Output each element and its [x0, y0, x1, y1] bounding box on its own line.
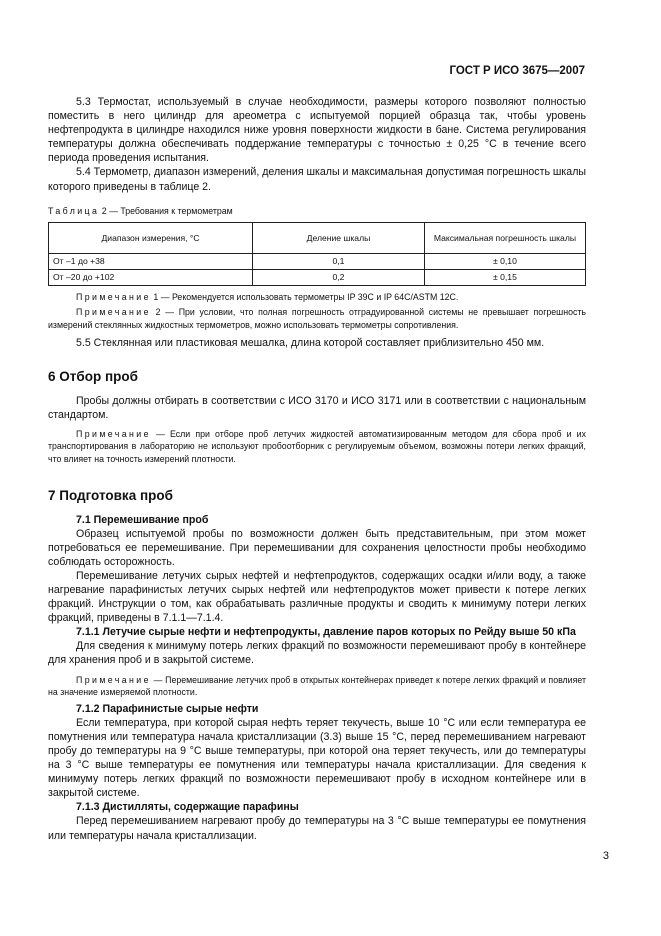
standard-header: ГОСТ Р ИСО 3675—2007 — [449, 65, 585, 77]
table-cell: ± 0,10 — [424, 253, 585, 269]
section-6-paragraph: Пробы должны отбирать в соответствии с ИСО 3170 и ИСО 3171 или в соответствии с национальным стандартом. — [48, 394, 586, 421]
subsection-7-1-1-heading: 7.1.1 Летучие сырые нефти и нефтепродукты, давление паров которых по Рейду выше 50 кПа — [76, 626, 576, 639]
note-label: Примечание — [76, 307, 151, 318]
table-header-cell: Диапазон измерения, °С — [49, 222, 253, 253]
table-row — [49, 269, 586, 285]
table-header-row — [49, 222, 586, 253]
table-caption-label: Таблица — [48, 205, 100, 216]
note-text: 1 — Рекомендуется использовать термометры IP 39C и IP 64C/ASTM 12C. — [153, 291, 459, 302]
page-number: 3 — [602, 850, 609, 862]
table-caption — [48, 206, 586, 216]
section-7-heading: 7 Подготовка проб — [48, 487, 173, 503]
note-text: — Если при отборе проб летучих жидкостей автоматизированным методом для сбора проб и их транспортирования в лабораторию не используют пробоотборник с регулируемым объемом, возможны потери легких фракций, что влияет на точность измерений плотности. — [48, 428, 586, 464]
subsection-7-1-1-paragraph: Для сведения к минимуму потерь легких фракций по возможности перемешивают пробу в контейнере для хранения проб и в закрытой системе. — [48, 640, 586, 667]
note-4 — [48, 674, 586, 699]
table-row — [49, 253, 586, 269]
table-cell: От –1 до +38 — [49, 253, 253, 269]
table-header-cell: Деление шкалы — [253, 222, 425, 253]
note-2 — [48, 306, 586, 331]
subsection-7-1-paragraph-2: Перемешивание летучих сырых нефтей и нефтепродуктов, содержащих осадки и/или воду, а также нагревание парафинистых летучих сырых нефтей или нефтепродуктов может привести к потере легких фракций. Инструкции о том, как обрабатывать различные продукты и сводить к минимуму потери легких фракций, приведены в 7.1.1—7.1.4. — [48, 569, 586, 625]
note-text: — Перемешивание летучих проб в открытых контейнерах приведет к потере легких фракций и повлияет на значение измеряемой плотности. — [48, 674, 586, 698]
subsection-7-1-2-heading: 7.1.2 Парафинистые сырые нефти — [76, 702, 259, 715]
note-3 — [48, 428, 586, 466]
page-content — [48, 95, 586, 843]
subsection-7-1-3-heading: 7.1.3 Дистилляты, содержащие парафины — [76, 801, 299, 814]
subsection-7-1-2-paragraph: Если температура, при которой сырая нефть теряет текучесть, выше 10 °С или если температура ее помутнения или температура начала кристаллизации (3.3) выше 15 °С, перед перемешиванием нагревают пробу до температуры на 9 °С выше температуры, при которой она теряет текучесть, или до температуры на 3 °С выше температуры ее помутнения или температуры начала кристаллизации. Для сведения к минимуму потерь легких фракций по возможности перемешивают пробу в исходном контейнере или в закрытой системе. — [48, 716, 586, 800]
thermometer-requirements-table — [48, 222, 586, 286]
table-cell: 0,2 — [253, 269, 425, 285]
table-header-cell: Максимальная погрешность шкалы — [424, 222, 585, 253]
paragraph-5-3: 5.3 Термостат, используемый в случае необходимости, размеры которого позволяют полностью поместить в него цилиндр для ареометра с испытуемой порцией образца так, чтобы уровень нефтепродукта в цилиндре находился ниже уровня поверхности жидкости в бане. Система регулирования температуры должна обеспечивать поддержание температуры с точностью ± 0,25 °С в течение всего периода проведения испытания. — [48, 96, 586, 165]
paragraph-5-5: 5.5 Стеклянная или пластиковая мешалка, длина которой составляет приблизительно 450 мм. — [76, 337, 545, 350]
subsection-7-1-3-paragraph: Перед перемешиванием нагревают пробу до температуры на 3 °С выше температуры ее помутнения или температуры начала кристаллизации. — [48, 815, 586, 842]
table-cell: ± 0,15 — [424, 269, 585, 285]
note-text: 2 — При условии, что полная погрешность отградуированной системы не превышает погрешность измерений стеклянных жидкостных термометров, можно использовать термометры сопротивления. — [48, 307, 587, 330]
paragraph-5-4: 5.4 Термометр, диапазон измерений, деления шкалы и максимальная допустимая погрешность шкалы которого приведены в таблице 2. — [48, 166, 586, 193]
table-cell: 0,1 — [253, 253, 425, 269]
subsection-7-1-paragraph-1: Образец испытуемой пробы по возможности должен быть представительным, при этом может потребоваться ее перемешивание. При перемешивании для сохранения целостности пробы необходимо соблюдать осторожность. — [48, 527, 586, 568]
table-caption-text: 2 — Требования к термометрам — [101, 205, 233, 216]
note-label: Примечание — [76, 674, 151, 685]
subsection-7-1-heading: 7.1 Перемешивание проб — [76, 513, 209, 526]
section-6-heading: 6 Отбор проб — [48, 368, 138, 384]
note-1 — [48, 291, 586, 304]
table-cell: От –20 до +102 — [49, 269, 253, 285]
note-label: Примечание — [76, 291, 151, 302]
note-label: Примечание — [76, 428, 151, 439]
